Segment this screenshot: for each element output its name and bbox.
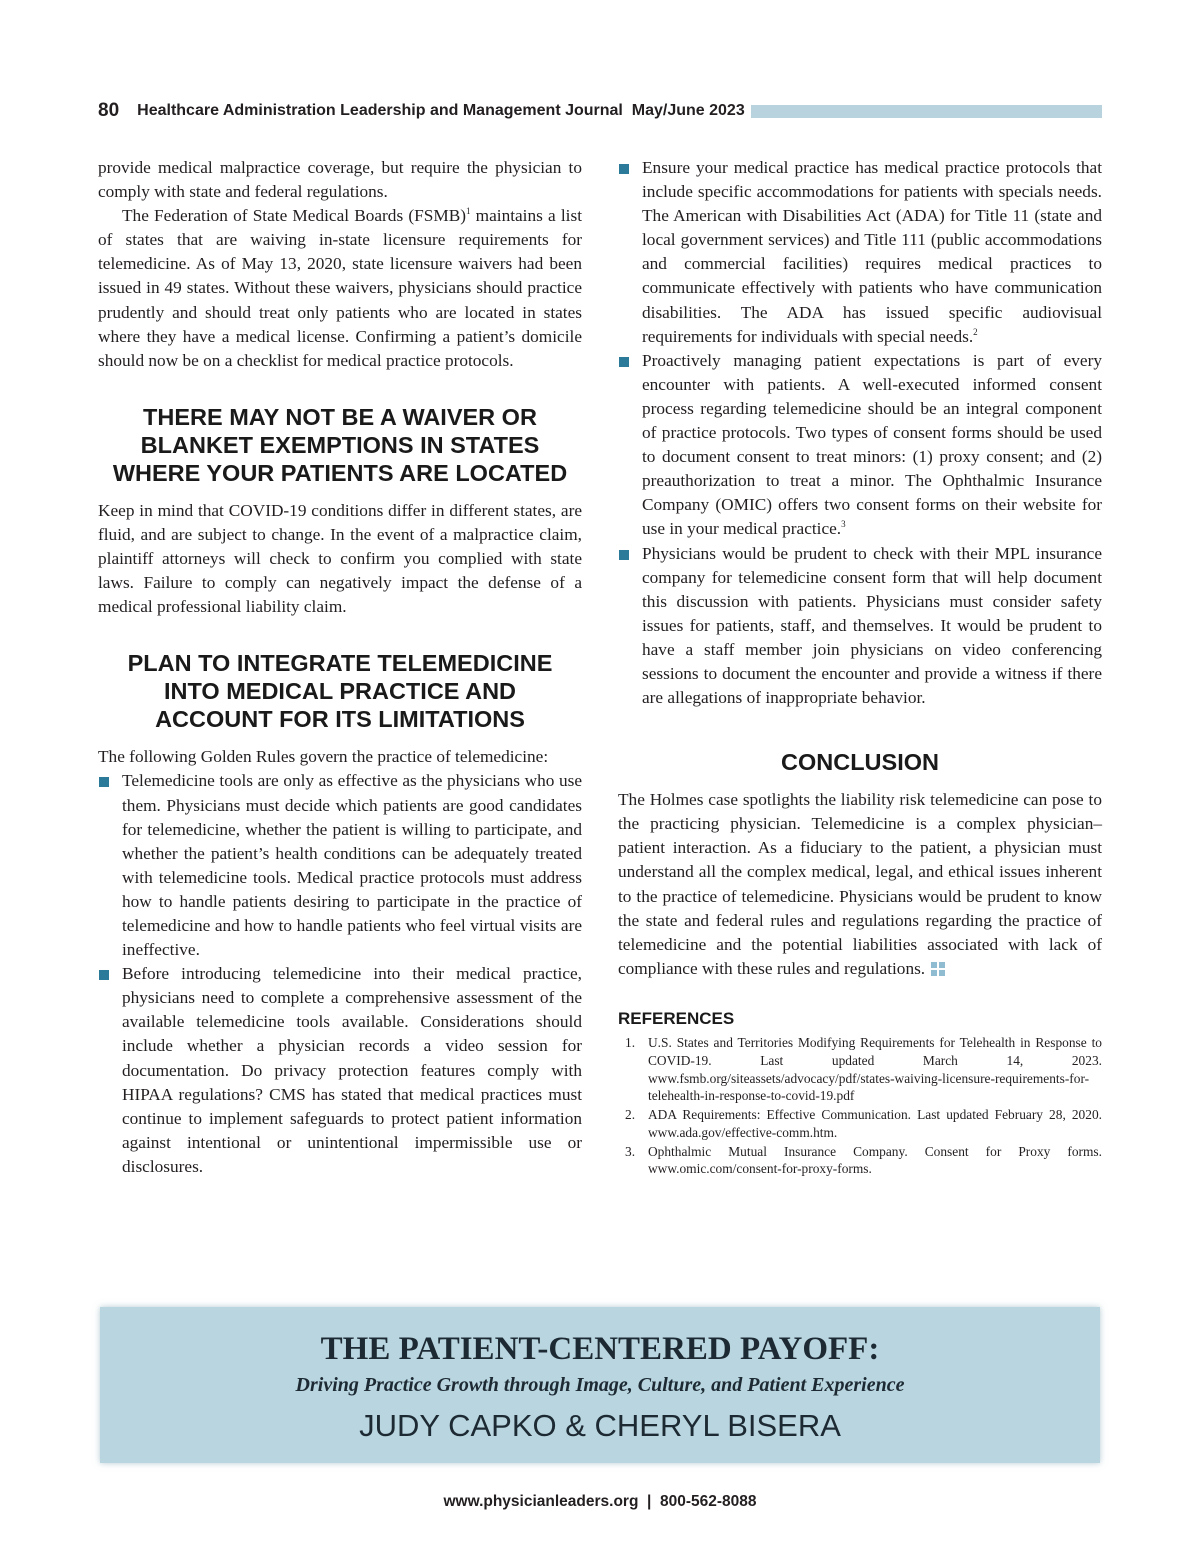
left-column (98, 156, 582, 1179)
square-bullet-icon (619, 550, 629, 560)
reference-item: 3. Ophthalmic Mutual Insurance Company. Consent for Proxy forms. www.omic.com/consent-for-proxy-forms. (625, 1143, 1102, 1177)
paragraph: provide medical malpractice coverage, but require the physician to comply with state and federal regulations. (98, 158, 582, 202)
page-number: 80 (98, 100, 120, 121)
running-header (98, 98, 1102, 124)
banner-title: THE PATIENT-CENTERED PAYOFF: (320, 1331, 880, 1367)
footnote-ref: 1 (465, 206, 471, 217)
list-item: Ensure your medical practice has medical practice protocols that include specific accommodations for patients with specials needs. The American with Disabilities Act (ADA) for Title 11 (state and local government services) and Title 111 (public accommodations and commercial facilities) requires medical practices to communicate effectively with patients who have communication disabilities. The ADA has issued specific audiovisual requirements for individuals with special needs.$^2$ (618, 156, 1102, 349)
footnote-ref: 3 (841, 519, 846, 530)
end-mark-icon (931, 962, 945, 976)
paragraph: The Federation of State Medical Boards (FSMB)$^1$ maintains a list of states that are waiving in-state licensure requirements for telemedicine. As of May 13, 2020, state licensure waivers had been issued in 49 states. Without these waivers, physicians should practice prudently and should treat only patients who are located in states where they have a medical license. Confirming a patient’s domicile should now be on a checklist for medical practice protocols. (98, 206, 583, 370)
golden-rules-list (98, 769, 582, 1179)
section-heading: THERE MAY NOT BE A WAIVER OR BLANKET EXEMPTIONS IN STATES WHERE YOUR PATIENTS ARE LOCATED (112, 403, 568, 486)
header-bar (751, 105, 1102, 118)
journal-title: Healthcare Administration Leadership and Management Journal May/June 2023 (137, 102, 745, 119)
list-item: Telemedicine tools are only as effective as the physicians who use them. Physicians must decide which patients are good candidates for telemedicine, whether the patient is willing to participate, and whether the patient’s health conditions can be adequately treated with telemedicine tools. Medical practice protocols must address how to handle patients desiring to participate in the practice of telemedicine and how to handle patients who feel virtual visits are ineffective. (98, 769, 582, 962)
right-column (618, 156, 1102, 1179)
square-bullet-icon (619, 357, 629, 367)
reference-item: 2. ADA Requirements: Effective Communication. Last updated February 28, 2020. www.ada.gov/effective-comm.htm. (625, 1107, 1102, 1140)
footnote-ref: 2 (973, 326, 978, 337)
list-item: Proactively managing patient expectations is part of every encounter with patients. A well-executed informed consent process regarding telemedicine should be an integral component of practice protocols. Two types of consent forms should be used to document consent to treat minors: (1) proxy consent; and (2) preauthorization to treat a minor. The Ophthalmic Insurance Company (OMIC) offers two consent forms on their website for use in your medical practice.$^3$ (618, 349, 1102, 542)
square-bullet-icon (99, 777, 109, 787)
banner-subtitle: Driving Practice Growth through Image, Culture, and Patient Experience (295, 1374, 905, 1396)
section-heading: PLAN TO INTEGRATE TELEMEDICINE INTO MEDICAL PRACTICE AND ACCOUNT FOR ITS LIMITATIONS (127, 650, 553, 733)
banner-authors: JUDY CAPKO & CHERYL BISERA (359, 1408, 841, 1443)
references-heading: REFERENCES (618, 1008, 735, 1028)
paragraph: Keep in mind that COVID-19 conditions differ in different states, are fluid, and are subject to change. In the event of a malpractice claim, plaintiff attorneys will check to confirm you complied with state laws. Failure to comply can negatively impact the defense of a medical professional liability claim. (98, 500, 582, 617)
golden-rules-list-continued (618, 156, 1102, 710)
paragraph: The Holmes case spotlights the liability risk telemedicine can pose to the practicing physician. Telemedicine is a complex physician–patient interaction. As a fiduciary to the patient, a physician must understand all the complex medical, legal, and ethical issues inherent to the practice of telemedicine. Physicians would be prudent to know the state and federal rules and regulations regarding the practice of telemedicine and the potential liabilities associated with lack of compliance with these rules and regulations. (618, 790, 1102, 978)
reference-item: 1. U.S. States and Territories Modifying Requirements for Telehealth in Response to COVID-19. Last updated March 14, 2023. www.fsmb.org/siteassets/advocacy/pdf/states-waiving-licensure-requirements-for-telehealth-in-response-to-covid-19.pdf (625, 1034, 1102, 1104)
square-bullet-icon (99, 970, 109, 980)
book-ad-banner (100, 1307, 1100, 1463)
square-bullet-icon (619, 164, 629, 174)
footer-contact: www.physicianleaders.org | 800-562-8088 (443, 1493, 757, 1510)
page-footer (0, 1493, 1200, 1511)
paragraph: The following Golden Rules govern the practice of telemedicine: (98, 747, 549, 767)
list-item: Before introducing telemedicine into their medical practice, physicians need to complete a comprehensive assessment of the available telemedicine tools available. Considerations should include whether a physician records a video session for documentation. Do privacy protection features comply with HIPAA regulations? CMS has stated that medical practices must continue to implement safeguards to protect patient information against intentional or unintentional impermissible use or disclosures. (98, 962, 582, 1179)
list-item: Physicians would be prudent to check with their MPL insurance company for telemedicine consent form that will help document this discussion with patients. Physicians must consider safety issues for patients, staff, and themselves. It would be prudent to have a staff member join physicians on video conferencing sessions to document the encounter and provide a witness if there are allegations of inappropriate behavior. (618, 542, 1102, 711)
section-heading: CONCLUSION (781, 749, 939, 776)
references-list (618, 1034, 1102, 1178)
